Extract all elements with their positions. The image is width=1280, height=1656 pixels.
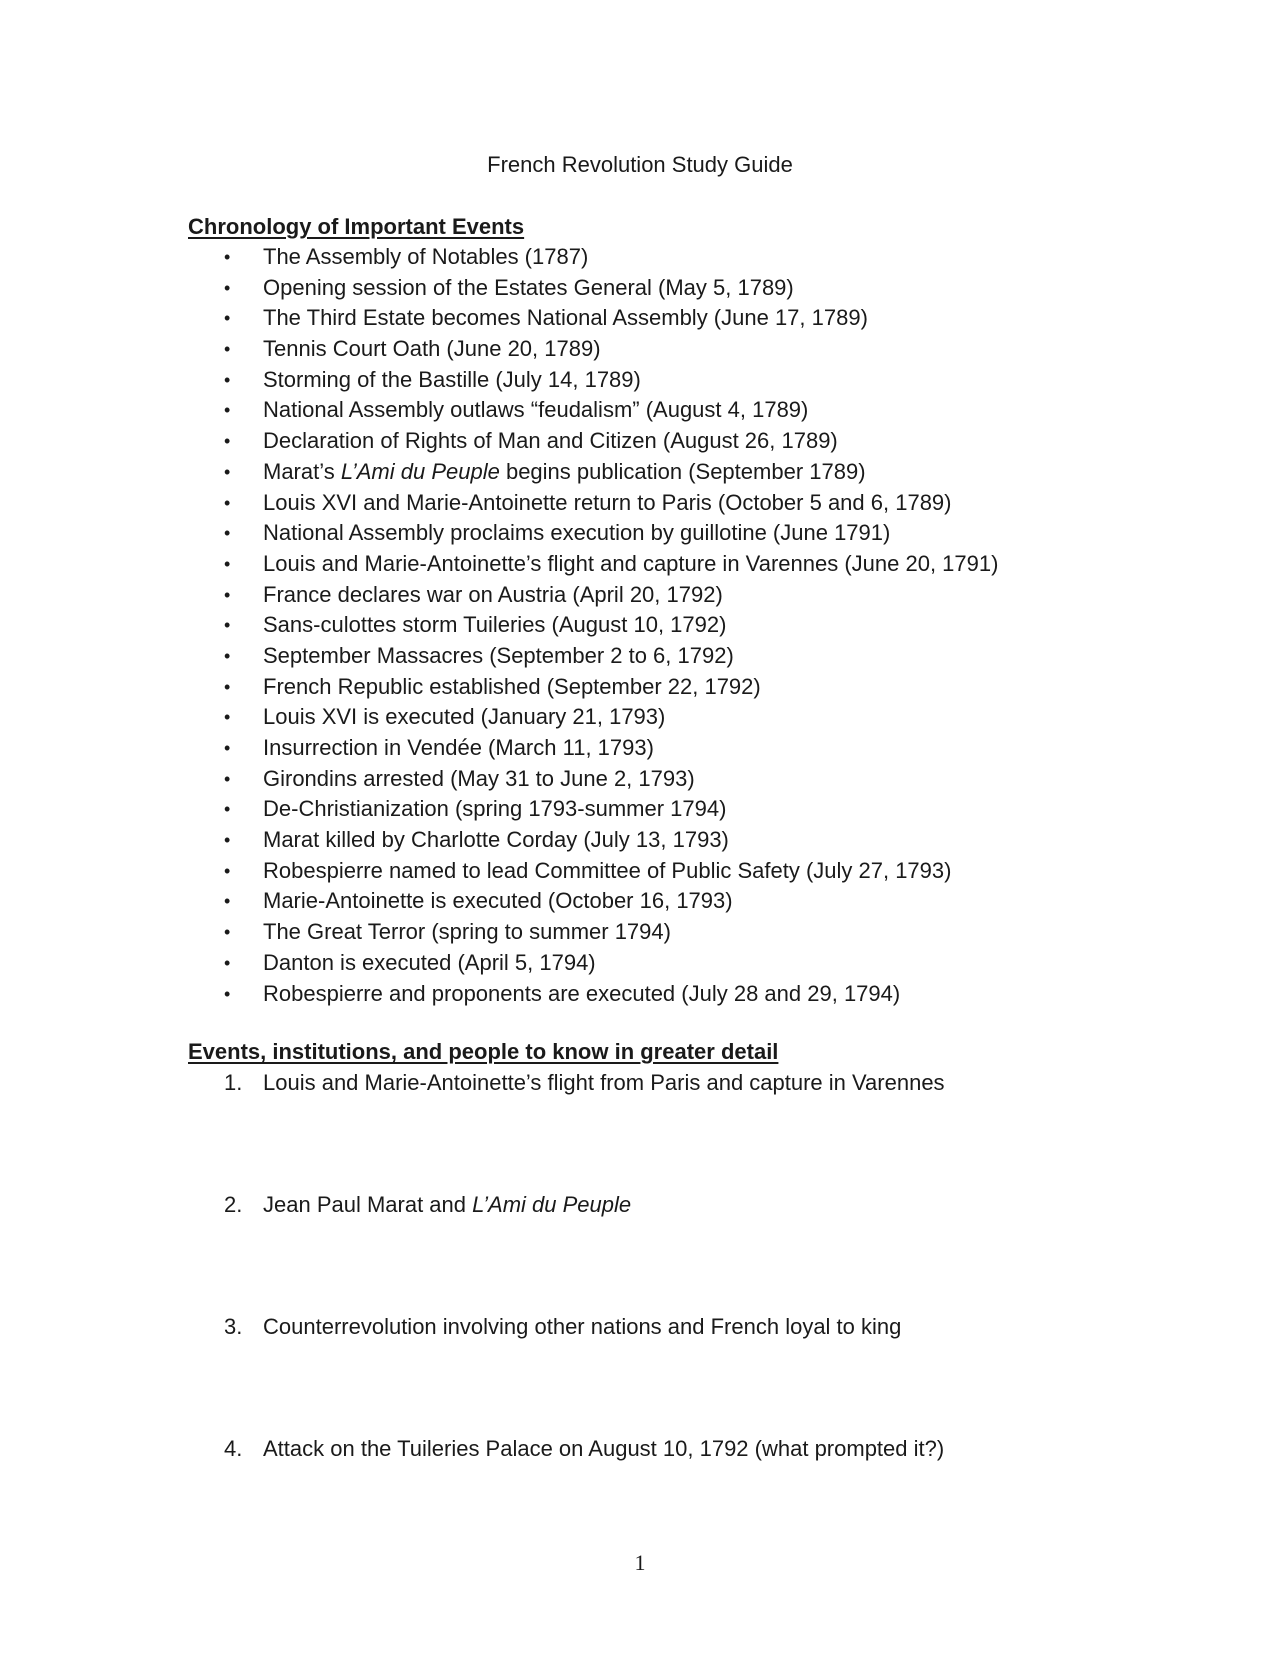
list-item-text: September Massacres (September 2 to 6, 1792) [263,642,734,668]
list-item-text: Danton is executed (April 5, 1794) [263,949,596,975]
list-item-text-post: begins publication (September 1789) [499,458,866,484]
bullet-icon: • [224,799,231,820]
bullet-icon: • [224,553,231,574]
list-item [0,641,998,672]
bullet-icon: • [224,768,231,789]
list-item-text: Opening session of the Estates General (May 5, 1789) [263,274,794,300]
list-item [0,518,998,549]
bullet-icon: • [224,860,231,881]
list-item [0,764,998,795]
list-item [0,886,998,917]
detail-text: Counterrevolution involving other nations and French loyal to king [263,1314,902,1339]
list-item [0,242,998,273]
list-item [0,488,998,519]
list-item-text: National Assembly outlaws “feudalism” (August 4, 1789) [263,397,809,423]
chronology-heading: Chronology of Important Events [188,214,525,239]
list-item-text: The Assembly of Notables (1787) [263,244,589,269]
document-title: French Revolution Study Guide [487,152,793,177]
list-item [0,733,998,764]
list-item-text: Marie-Antoinette is executed (October 16, 1793) [263,888,733,914]
bullet-icon: • [224,277,231,298]
list-item-text: Marat killed by Charlotte Corday (July 13, 1793) [263,827,729,853]
list-item-text: Sans-culottes storm Tuileries (August 10, 1792) [263,612,727,638]
bullet-icon: • [224,431,231,452]
list-item-text: France declares war on Austria (April 20, 1792) [263,581,723,607]
list-item [0,457,998,488]
bullet-icon: • [224,952,231,973]
bullet-icon: • [224,492,231,513]
detail-number: 2. [224,1192,243,1217]
list-item-text: Louis XVI is executed (January 21, 1793) [263,704,666,730]
list-item-text: Storming of the Bastille (July 14, 1789) [263,366,641,392]
list-item [0,365,998,396]
list-item-text: Louis XVI and Marie-Antoinette return to Paris (October 5 and 6, 1789) [263,489,952,515]
list-item [0,948,998,979]
list-item [0,395,998,426]
list-item-text: The Third Estate becomes National Assembly (June 17, 1789) [263,305,868,331]
list-item-text: The Great Terror (spring to summer 1794) [263,919,671,945]
list-item [0,794,998,825]
list-item-text: Declaration of Rights of Man and Citizen (August 26, 1789) [263,428,838,454]
list-item-text-pre: Marat’s [263,458,341,484]
bullet-icon: • [224,983,231,1004]
list-item-text: De-Christianization (spring 1793-summer 1794) [263,796,727,822]
list-item-text: Louis and Marie-Antoinette’s flight and capture in Varennes (June 20, 1791) [263,550,999,576]
bullet-icon: • [224,676,231,697]
bullet-icon: • [224,645,231,666]
bullet-icon: • [224,707,231,728]
chronology-list [0,242,998,1009]
list-item [0,825,998,856]
list-item-text: Robespierre and proponents are executed (July 28 and 29, 1794) [263,980,901,1006]
list-item [0,580,998,611]
details-heading: Events, institutions, and people to know in greater detail [188,1039,779,1064]
bullet-icon: • [224,584,231,605]
list-item [0,610,998,641]
bullet-icon: • [224,523,231,544]
list-item-text: Insurrection in Vendée (March 11, 1793) [263,735,654,760]
list-item [0,426,998,457]
list-item [0,856,998,887]
bullet-icon: • [224,247,231,267]
list-item [0,917,998,948]
list-item [0,549,998,580]
publication-title: L’Ami du Peuple [340,458,500,484]
list-item [0,334,998,365]
detail-text: Louis and Marie-Antoinette’s flight from Paris and capture in Varennes [263,1070,945,1095]
list-item-text: Robespierre named to lead Committee of Public Safety (July 27, 1793) [263,857,952,883]
publication-title: L’Ami du Peuple [472,1192,632,1217]
list-item-text: National Assembly proclaims execution by guillotine (June 1791) [263,520,891,546]
bullet-icon: • [224,830,231,851]
list-item [0,303,998,334]
bullet-icon: • [224,400,231,421]
list-item [0,672,998,703]
bullet-icon: • [224,308,231,329]
list-item-text: French Republic established (September 22, 1792) [263,673,761,699]
list-item-text: Tennis Court Oath (June 20, 1789) [263,336,601,362]
bullet-icon: • [224,891,231,912]
detail-text: Attack on the Tuileries Palace on August 10, 1792 (what prompted it?) [263,1436,945,1461]
page-number: 1 [634,1550,646,1575]
bullet-icon: • [224,738,231,758]
detail-number: 4. [224,1436,243,1461]
bullet-icon: • [224,922,231,943]
list-item-text: Girondins arrested (May 31 to June 2, 1793) [263,765,695,791]
detail-number: 3. [224,1314,243,1339]
bullet-icon: • [224,339,231,360]
detail-text-pre: Jean Paul Marat and [263,1192,473,1217]
detail-number: 1. [224,1070,243,1095]
list-item [0,273,998,304]
bullet-icon: • [224,369,231,390]
detail-text-wrapper [263,1190,631,1220]
list-item [0,702,998,733]
bullet-icon: • [224,461,231,482]
bullet-icon: • [224,615,231,636]
list-item [0,979,998,1010]
